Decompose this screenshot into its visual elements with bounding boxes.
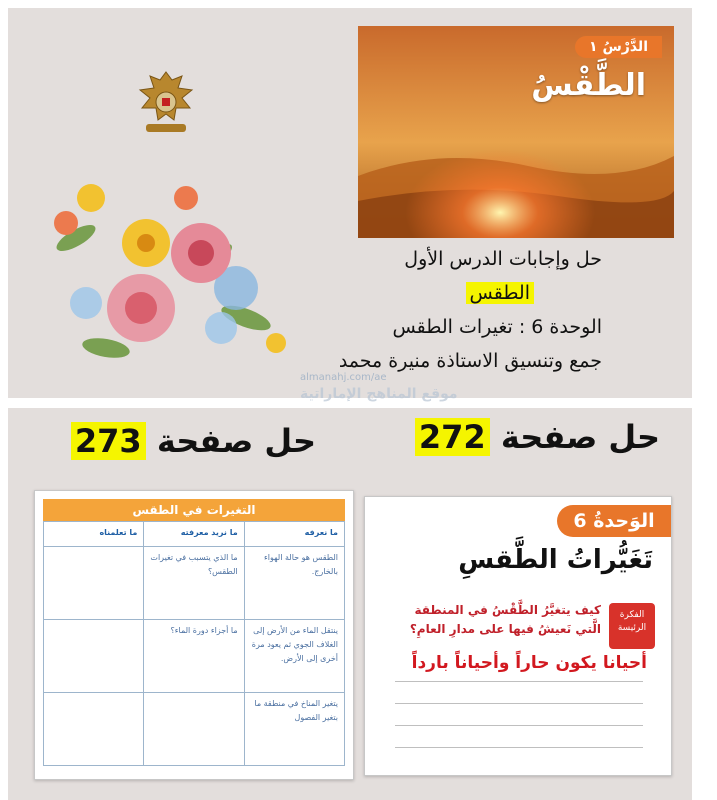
solve-label: حل صفحة <box>156 422 316 460</box>
student-answer: أحيانا يكون حاراً وأحياناً بارداً <box>411 653 647 673</box>
answer-line <box>395 747 643 748</box>
uae-emblem-logo <box>136 68 196 138</box>
kwl-cell: ما أجزاء دورة الماء؟ <box>144 620 244 693</box>
solution-title: حل وإجابات الدرس الأول <box>404 248 602 270</box>
main-idea-badge <box>609 603 655 649</box>
lesson-name-highlight <box>466 282 535 304</box>
page-number-272: 272 <box>415 418 490 456</box>
top-slide <box>8 8 692 398</box>
main-idea-question: كيف يتغيَّرُ الطَّقْسُ في المنطقة الَّتي نَعيشُ فيها على مدارِ العامِ؟ <box>409 603 601 636</box>
kwl-table <box>43 521 345 766</box>
table-row <box>44 693 345 766</box>
flower-illustration <box>46 178 286 378</box>
kwl-cell: يتغير المناخ في منطقة ما بتغير الفصول <box>244 693 344 766</box>
table-row <box>44 547 345 620</box>
author-line: جمع وتنسيق الاستاذة منيرة محمد <box>338 350 602 372</box>
kwl-header-row <box>44 522 345 547</box>
kwl-column-header: ما نعرفه <box>244 522 344 547</box>
lesson-title: الطَّقْسُ <box>531 68 646 103</box>
main-idea-badge-line1: الفكرة <box>619 610 645 620</box>
lesson-number-tab: الدَّرْسُ ١ <box>575 36 662 58</box>
textbook-page-272 <box>364 496 672 776</box>
lesson-name: الطقس <box>466 282 535 304</box>
unit-tab: الوَحدةُ 6 <box>557 505 671 537</box>
kwl-cell: ما الذي يتسبب في تغيرات الطقس؟ <box>144 547 244 620</box>
answer-line <box>395 681 643 682</box>
kwl-cell <box>44 620 144 693</box>
unit-heading: تَغَيُّراتُ الطَّقسِ <box>458 545 653 575</box>
kwl-cell <box>44 547 144 620</box>
kwl-cell: ينتقل الماء من الأرض إلى الغلاف الجوي ثم يعود مرة أخرى إلى الأرض. <box>244 620 344 693</box>
answer-line <box>395 703 643 704</box>
lesson-banner-image <box>358 26 674 238</box>
watermark-site-name: موقع المناهج الإماراتية <box>300 386 458 402</box>
watermark-url: almanahj.com/ae <box>300 372 387 383</box>
solve-label: حل صفحة <box>500 418 660 456</box>
page-number-273: 273 <box>71 422 146 460</box>
kwl-cell: الطقس هو حالة الهواء بالخارج. <box>244 547 344 620</box>
kwl-cell <box>144 693 244 766</box>
kwl-cell <box>44 693 144 766</box>
solve-page-273-heading <box>71 422 316 460</box>
kwl-table-title: التغيرات في الطقس <box>43 499 345 521</box>
unit-line: الوحدة 6 : تغيرات الطقس <box>392 316 602 338</box>
textbook-page-273 <box>34 490 354 780</box>
main-idea-badge-line2: الرئيسة <box>617 623 647 633</box>
kwl-column-header: ما نريد معرفته <box>144 522 244 547</box>
solve-page-272-heading <box>415 418 660 456</box>
table-row <box>44 620 345 693</box>
kwl-column-header: ما تعلمناه <box>44 522 144 547</box>
answer-line <box>395 725 643 726</box>
